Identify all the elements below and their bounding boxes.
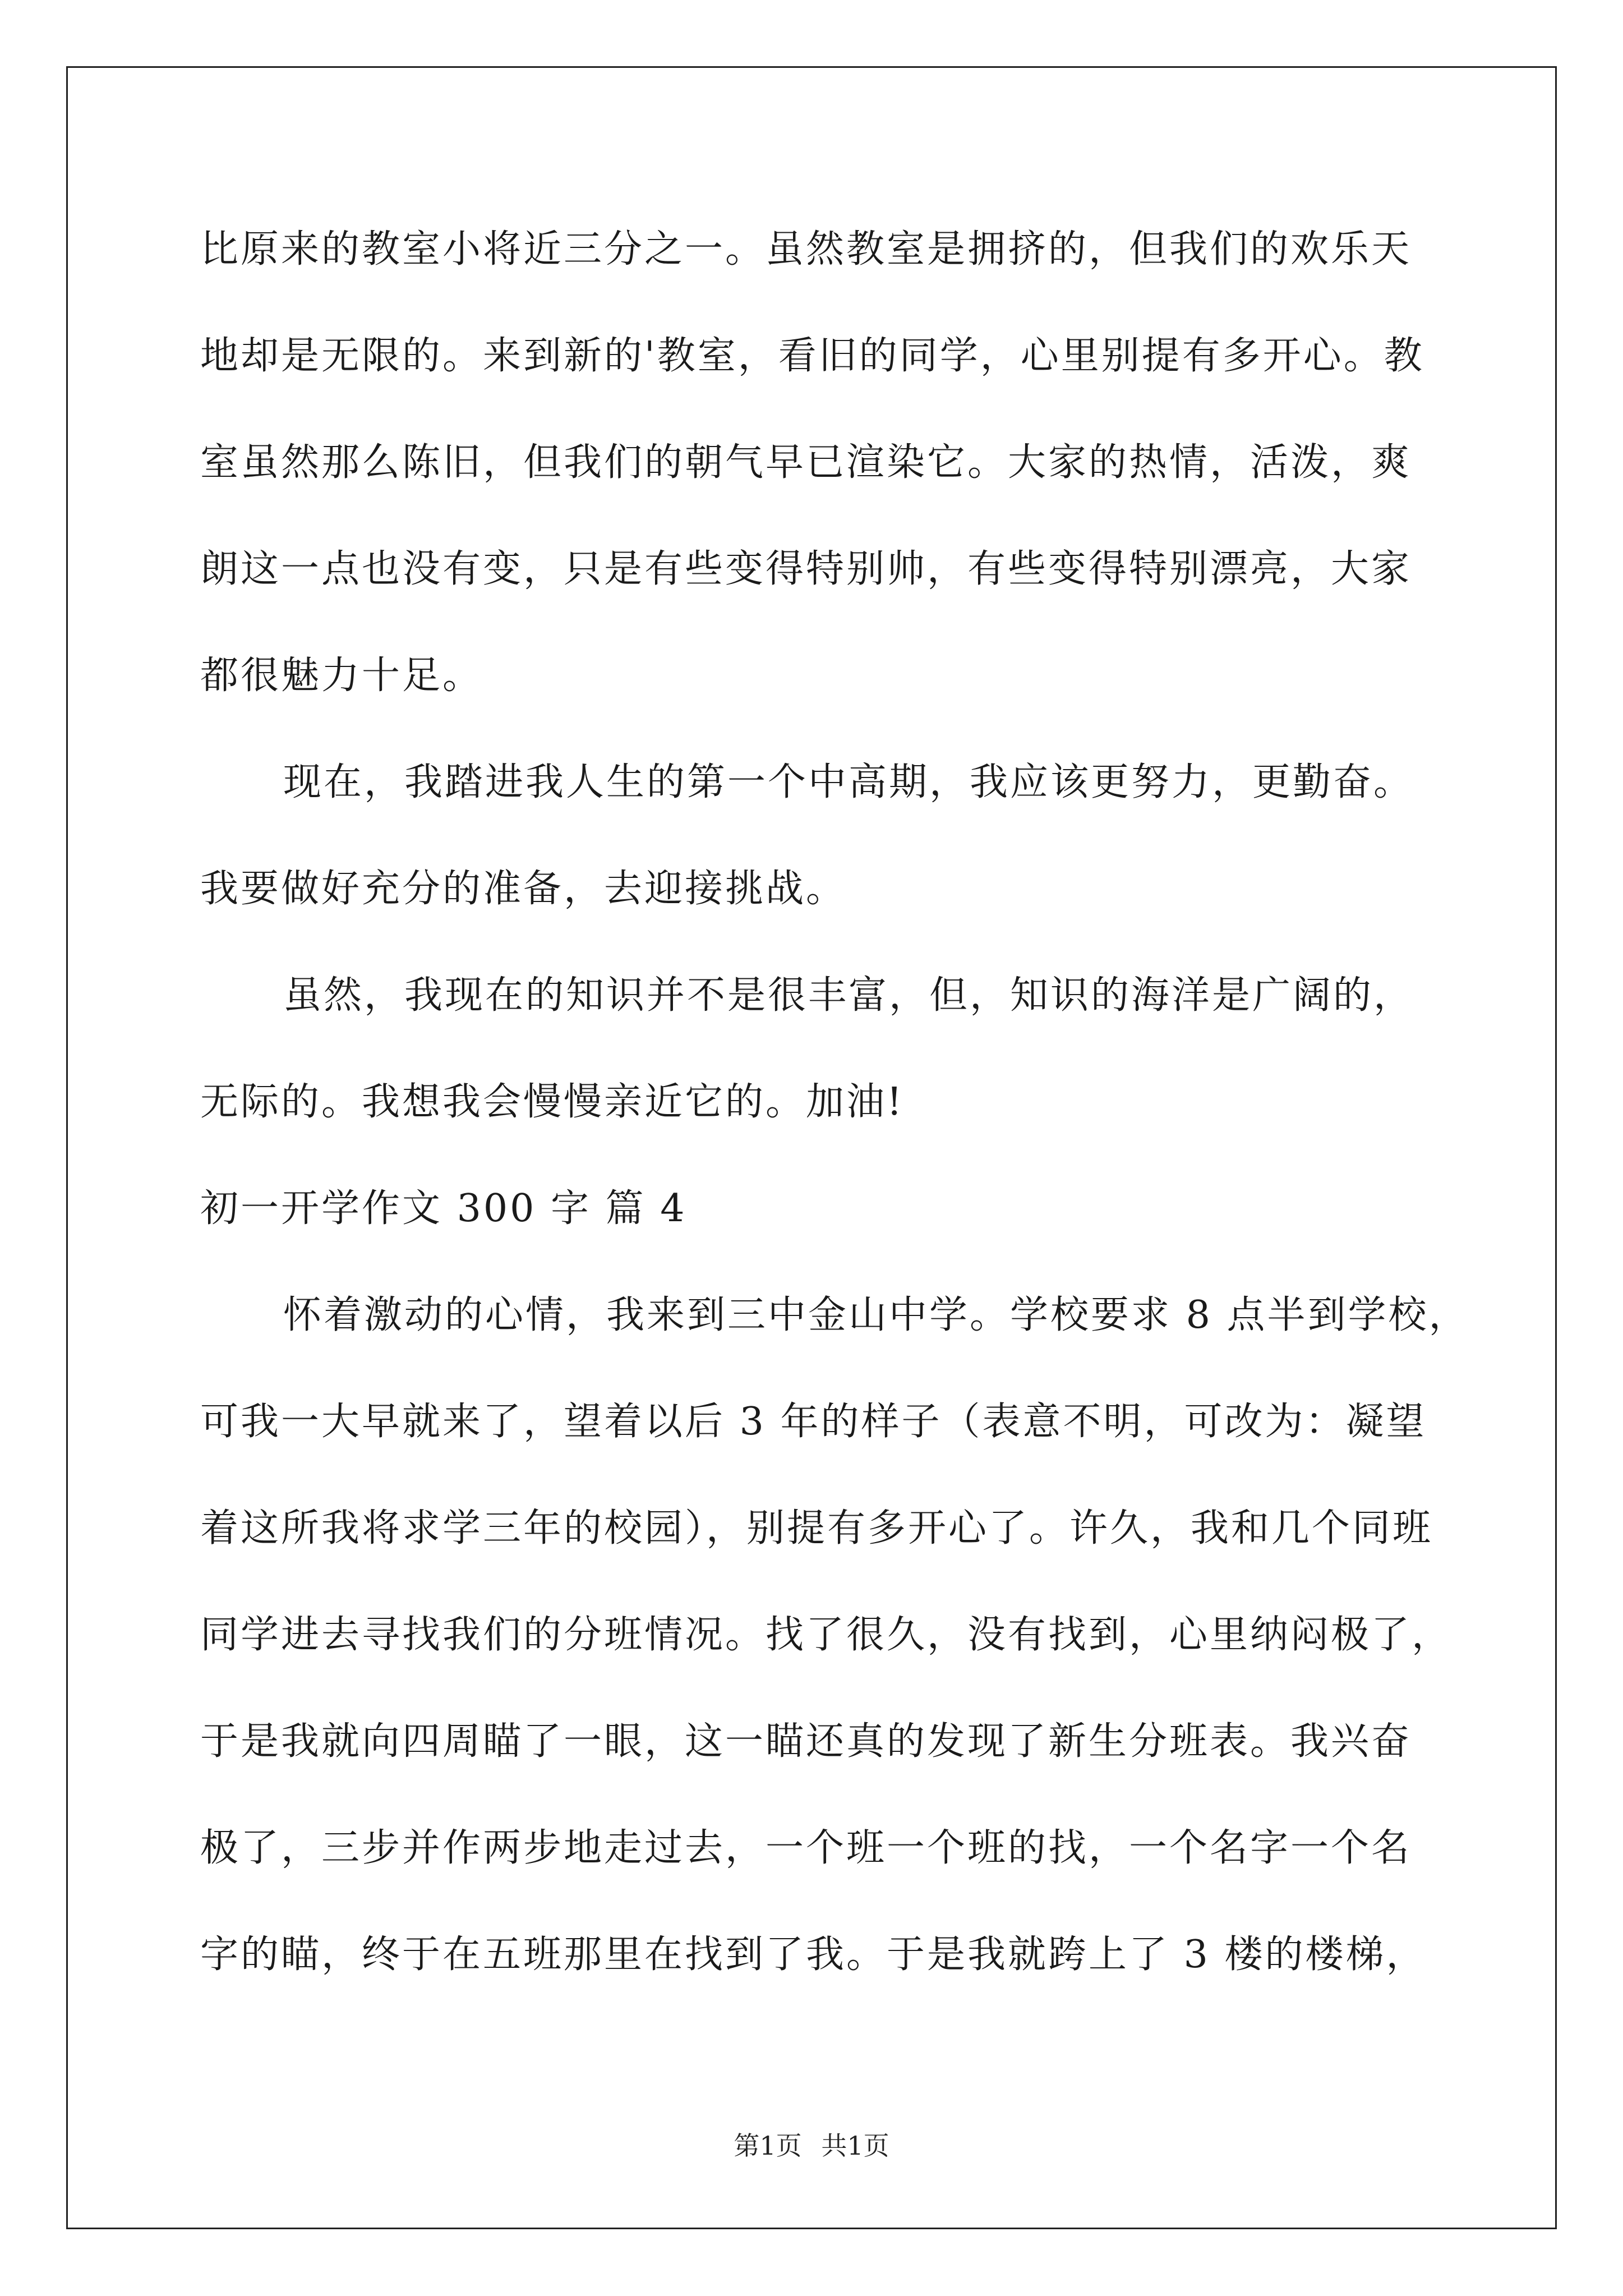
text-line: 同学进去寻找我们的分班情况。找了很久，没有找到，心里纳闷极了， [200,1613,1453,1657]
text-line: 我要做好充分的准备，去迎接挑战。 [200,867,847,911]
text-line: 朗这一点也没有变，只是有些变得特别帅，有些变得特别漂亮，大家 [200,547,1412,591]
text-line: 着这所我将求学三年的校园），别提有多开心了。许久，我和几个同班 [200,1506,1433,1550]
document-body [200,208,1469,2019]
paragraph-first-line: 怀着激动的心情，我来到三中金山中学。学校要求 8 点半到学校， [283,1293,1469,1337]
page-number: 第1页 [734,2131,802,2161]
text-line: 可我一大早就来了，望着以后 3 年的样子（表意不明，可改为：凝望 [200,1400,1427,1444]
text-line: 极了，三步并作两步地走过去，一个班一个班的找，一个名字一个名 [200,1826,1412,1870]
section-heading: 初一开学作文 300 字 篇 4 [200,1186,687,1231]
paragraph-first-line: 虽然，我现在的知识并不是很丰富，但，知识的海洋是广阔的， [283,973,1414,1018]
text-line: 于是我就向四周瞄了一眼，这一瞄还真的发现了新生分班表。我兴奋 [200,1719,1412,1764]
page-footer [0,2129,1623,2162]
text-line: 地却是无限的。来到新的'教室，看旧的同学，心里别提有多开心。教 [200,334,1424,378]
text-line: 无际的。我想我会慢慢亲近它的。加油! [200,1080,905,1124]
text-line: 字的瞄，终于在五班那里在找到了我。于是我就跨上了 3 楼的楼梯， [200,1932,1427,1977]
text-line: 都很魅力十足。 [200,654,483,698]
paragraph-first-line: 现在，我踏进我人生的第一个中高期，我应该更努力，更勤奋。 [283,760,1414,804]
text-line: 比原来的教室小将近三分之一。虽然教室是拥挤的，但我们的欢乐天 [200,227,1412,272]
text-line: 室虽然那么陈旧，但我们的朝气早已渲染它。大家的热情，活泼，爽 [200,440,1412,485]
page-total: 共1页 [821,2131,889,2161]
